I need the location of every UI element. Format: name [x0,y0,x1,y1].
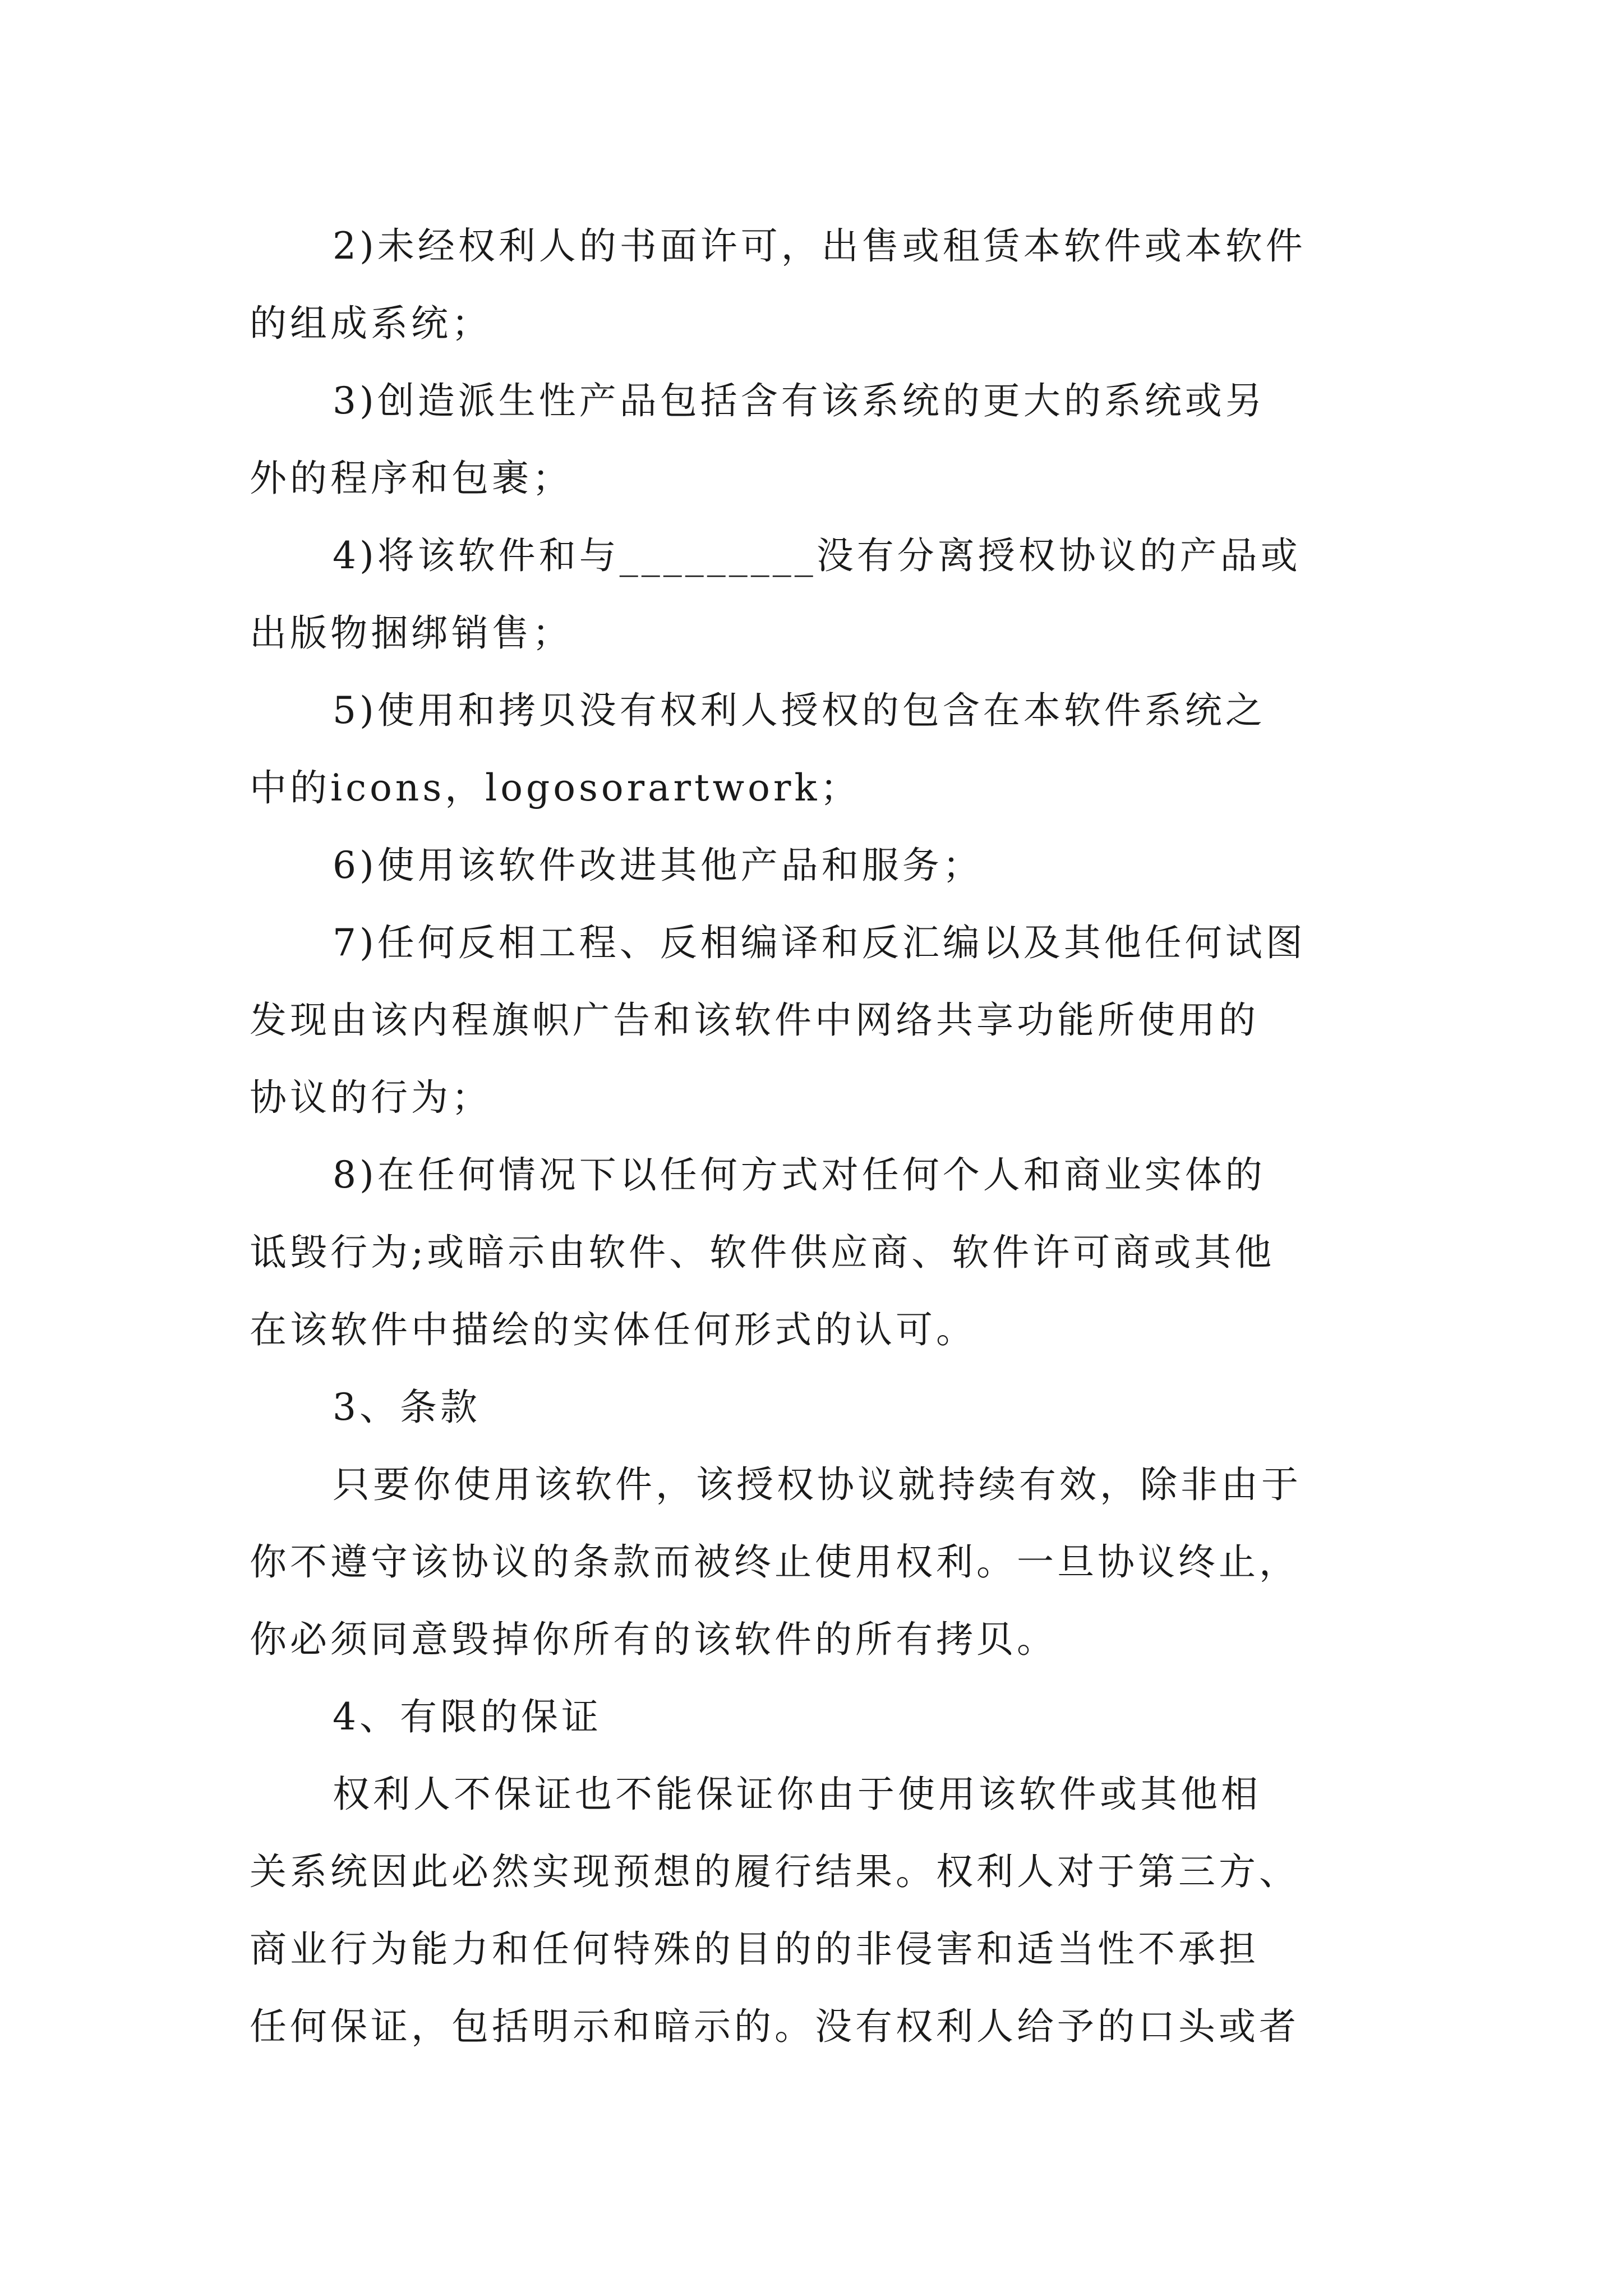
section-heading: 3、条款 [333,1386,481,1429]
paragraph-line: 出版物捆绑销售； [250,611,573,655]
paragraph-line: 商业行为能力和任何特殊的目的的非侵害和适当性不承担 [250,1927,1259,1971]
paragraph-line: 6)使用该软件改进其他产品和服务； [333,844,983,887]
paragraph-line: 7)任何反相工程、反相编译和反汇编以及其他任何试图 [333,921,1306,964]
paragraph-line: 你必须同意毁掉你所有的该软件的所有拷贝。 [250,1618,1057,1661]
paragraph-line: 在该软件中描绘的实体任何形式的认可。 [250,1308,976,1351]
paragraph-line: 5)使用和拷贝没有权利人授权的包含在本软件系统之 [333,689,1266,732]
paragraph-line: 你不遵守该协议的条款而被终止使用权利。一旦协议终止， [250,1540,1299,1584]
document-body [250,208,1388,2065]
paragraph-line: 2)未经权利人的书面许可，出售或租赁本软件或本软件 [333,224,1306,268]
paragraph-line: 关系统因此必然实现预想的履行结果。权利人对于第三方、 [250,1850,1299,1893]
paragraph-line: 8)在任何情况下以任何方式对任何个人和商业实体的 [333,1153,1266,1197]
paragraph-line: 3)创造派生性产品包括含有该系统的更大的系统或另 [333,379,1266,422]
paragraph-line: 外的程序和包裹； [250,457,573,500]
paragraph-line: 的组成系统； [250,302,492,345]
section-heading: 4、有限的保证 [333,1695,602,1738]
paragraph-line: 权利人不保证也不能保证你由于使用该软件或其他相 [333,1773,1261,1816]
paragraph-line: 发现由该内程旗帜广告和该软件中网络共享功能所使用的 [250,999,1259,1042]
paragraph-line: 诋毁行为;或暗示由软件、软件供应商、软件许可商或其他 [250,1231,1275,1274]
paragraph-line: 中的icons，logosorartwork； [250,766,861,809]
paragraph-line: 4)将该软件和与_________没有分离授权协议的产品或 [333,534,1301,577]
paragraph-line: 协议的行为； [250,1076,492,1119]
paragraph-line: 只要你使用该软件，该授权协议就持续有效，除非由于 [333,1463,1302,1506]
paragraph-line: 任何保证，包括明示和暗示的。没有权利人给予的口头或者 [250,2005,1299,2048]
